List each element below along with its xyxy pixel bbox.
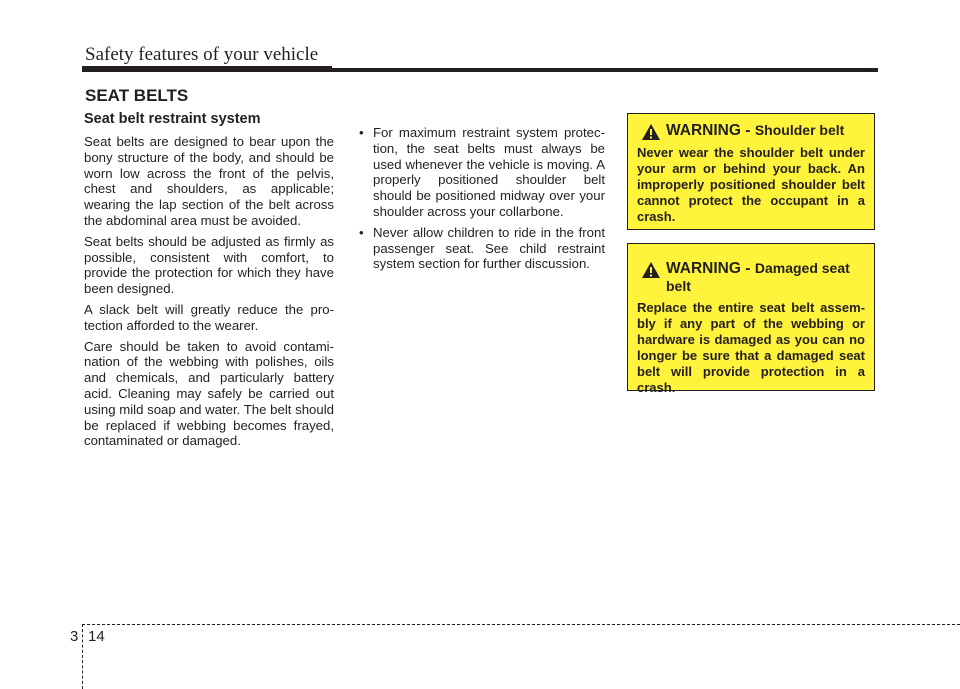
bullet-item: • For maximum restraint system protec- tion, the seat belts must always be used whenever the vehicle is moving. A properly positioned shoulder belt should be positioned midway over your shoulder across your collarbone.: [355, 125, 605, 220]
warning-body: Never wear the shoulder belt under your arm or behind your back. An improperly positioned shoulder belt cannot protect the occupant in a crash.: [637, 145, 865, 224]
warning-label: WARNING -: [666, 260, 751, 277]
chapter-number: 3: [70, 628, 79, 645]
footer-divider: [82, 624, 83, 689]
middle-column: [355, 125, 605, 277]
paragraph: Care should be taken to avoid contami- nation of the webbing with polishes, oils and chemicals, and particularly battery acid. Cleaning may safely be carried out using mild soap and water. The belt should be replaced if webbing becomes frayed, contaminated or damaged.: [84, 338, 334, 449]
warning-box-shoulder-belt: [627, 113, 875, 230]
warning-label: WARNING -: [666, 122, 751, 139]
warning-body: Replace the entire seat belt assem- bly if any part of the webbing or hardware is damaged as you can no longer be sure that a damaged seat belt will provide protection in a crash.: [637, 300, 865, 395]
warning-subject: Damaged seat belt: [666, 260, 850, 294]
bullet-item: • Never allow children to ride in the front passenger seat. See child restraint system section for further discussion.: [355, 225, 605, 272]
warning-header: [637, 260, 865, 296]
paragraph: Seat belts are designed to bear upon the bony structure of the body, and should be worn low across the front of the pelvis, chest and shoulders, as applicable; wearing the lap section of the belt across the abdominal area must be avoided.: [84, 134, 334, 228]
header-title: Safety features of your vehicle: [85, 44, 319, 65]
warning-triangle-icon: [641, 123, 661, 141]
page-number: 14: [88, 628, 105, 645]
warning-triangle-icon: [641, 261, 661, 279]
warning-box-damaged-belt: [627, 243, 875, 395]
left-column: [84, 111, 334, 454]
warning-header: [637, 122, 865, 141]
paragraph: Seat belts should be adjusted as firmly as possible, consistent with comfort, to provide the protection for which they have been designed.: [84, 233, 334, 297]
header-rule-accent: [82, 66, 332, 72]
paragraph: A slack belt will greatly reduce the pro- tection afforded to the wearer.: [84, 301, 334, 333]
footer-rule: [82, 624, 960, 625]
section-title: SEAT BELTS: [85, 86, 189, 105]
warning-subject: Shoulder belt: [754, 122, 845, 138]
subsection-heading: Seat belt restraint system: [84, 111, 261, 127]
